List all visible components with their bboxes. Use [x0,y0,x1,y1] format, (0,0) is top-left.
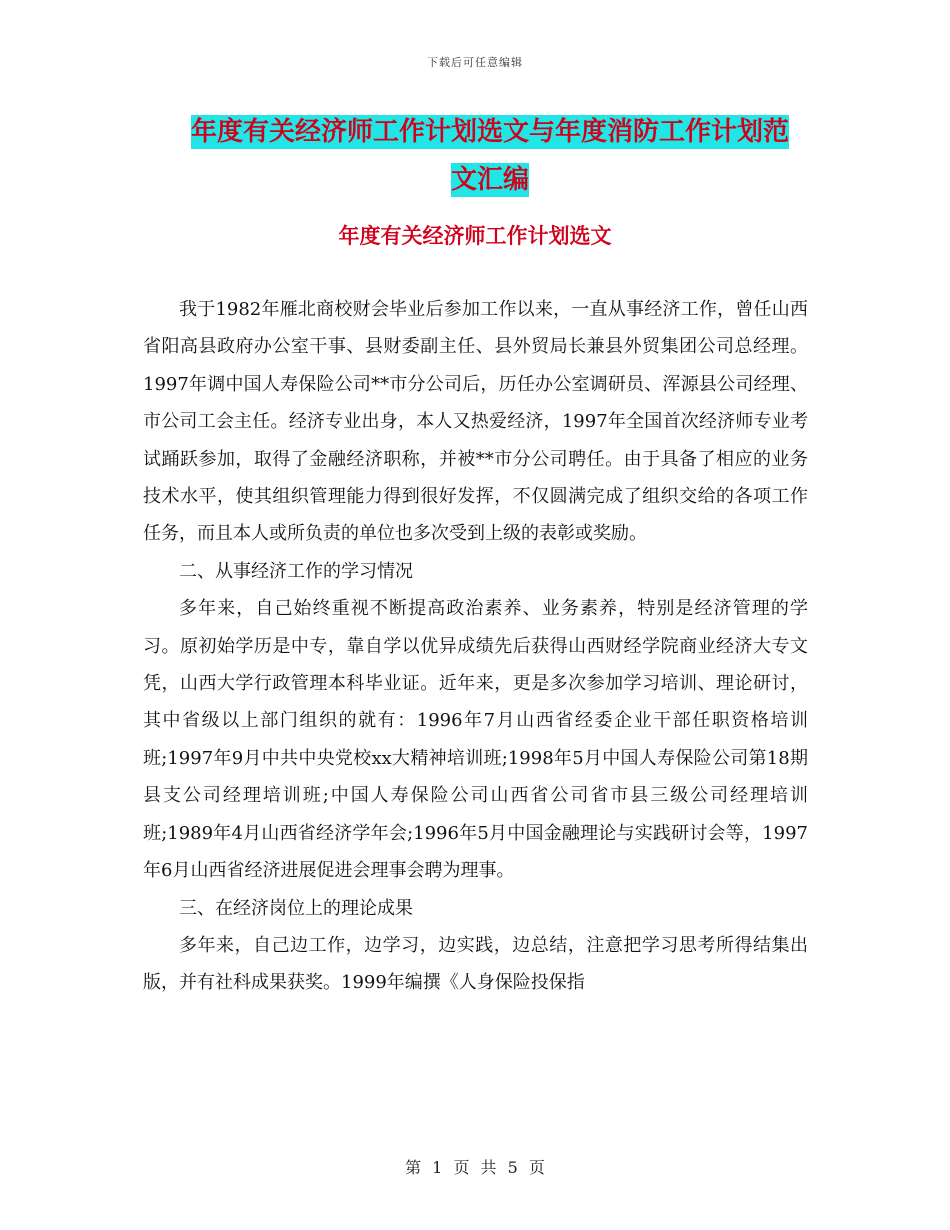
paragraph-achievements: 多年来，自己边工作，边学习，边实践，边总结，注意把学习思考所得结集出版，并有社科成果获奖。1999年编撰《人身保险投保指 [143,934,808,994]
document-title [140,108,840,204]
heading-achievements: 三、在经济岗位上的理论成果 [179,897,413,919]
heading-study: 二、从事经济工作的学习情况 [179,560,413,582]
document-title-line-1: 年度有关经济师工作计划选文与年度消防工作计划范 [190,117,789,147]
body-text [143,291,808,1002]
page-header: 下载后可任意编辑 [427,56,523,69]
section-title: 年度有关经济师工作计划选文 [338,224,612,248]
paragraph-career: 我于1982年雁北商校财会毕业后参加工作以来，一直从事经济工作，曾任山西省阳高县政府办公室干事、县财委副主任、县外贸局长兼县外贸集团公司总经理。1997年调中国人寿保险公司**市分公司后，历任办公室调研员、浑源县公司经理、市公司工会主任。经济专业出身，本人又热爱经济，1997年全国首次经济师专业考试踊跃参加，取得了金融经济职称，并被**市分公司聘任。由于具备了相应的业务技术水平，使其组织管理能力得到很好发挥，不仅圆满完成了组织交给的各项工作任务，而且本人或所负责的单位也多次受到上级的表彰或奖励。 [143,299,808,545]
document-title-line-2: 文汇编 [450,165,529,195]
paragraph-study: 多年来，自己始终重视不断提高政治素养、业务素养，特别是经济管理的学习。原初始学历是中专，靠自学以优异成绩先后获得山西财经学院商业经济大专文凭，山西大学行政管理本科毕业证。近年来，更是多次参加学习培训、理论研讨，其中省级以上部门组织的就有：1996年7月山西省经委企业干部任职资格培训班;1997年9月中共中央党校xx大精神培训班;1998年5月中国人寿保险公司第18期县支公司经理培训班;中国人寿保险公司山西省公司省市县三级公司经理培训班;1989年4月山西省经济学年会;1996年5月中国金融理论与实践研讨会等，1997年6月山西省经济进展促进会理事会聘为理事。 [143,598,808,882]
page-footer: 第 1 页 共 5 页 [405,1158,545,1177]
